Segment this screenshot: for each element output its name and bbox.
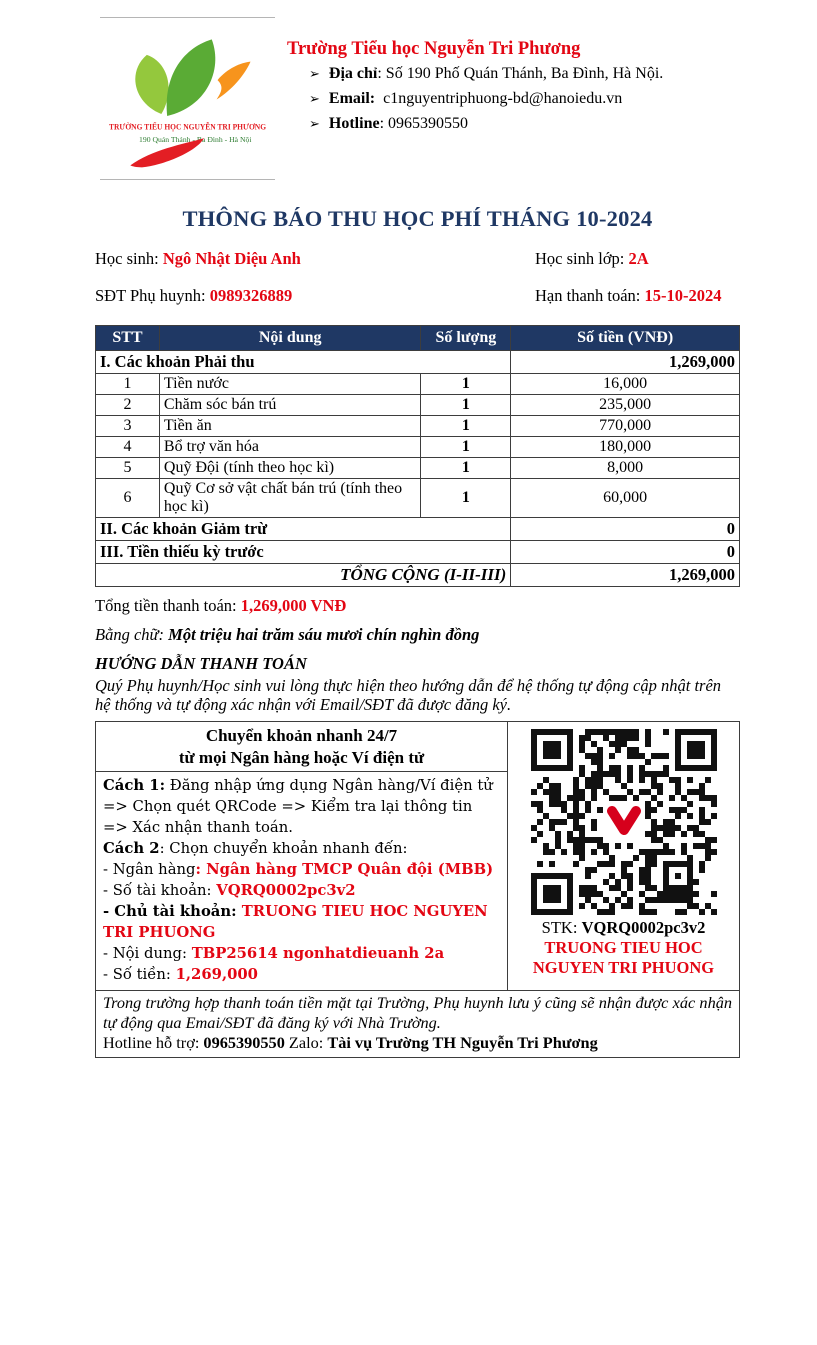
arrow-bullet-icon: ➢ [309,66,320,81]
item-amount: 770,000 [511,416,740,437]
support-hotline-label: Hotline hỗ trợ: [103,1032,204,1052]
account-line [103,880,500,901]
student-info-left [95,249,535,323]
section2-amount: 0 [511,518,740,541]
item-amount: 180,000 [511,437,740,458]
account-label: - Số tài khoản: [103,881,217,899]
table-row [96,479,740,518]
method2-line [103,838,500,859]
student-name-value: Ngô Nhật Diệu Anh [162,249,301,268]
item-stt: 5 [96,458,160,479]
bank-value: : Ngân hàng TMCP Quân đội (MBB) [195,860,494,878]
address-label: Địa chỉ [328,65,378,82]
item-name: Quỹ Đội (tính theo học kì) [159,458,421,479]
item-amount: 16,000 [511,374,740,395]
bank-label: - Ngân hàng [103,860,196,878]
cash-note: Trong trường hợp thanh toán tiền mặt tại Trường, Phụ huynh lưu ý cũng sẽ nhận được xác nhận tự động qua Emai/SĐT đã đăng ký với Nhà Trường. [103,992,732,1032]
total-row [96,564,740,587]
section-row-3 [96,541,740,564]
amount-in-words-label: Bằng chữ: [95,624,169,644]
contact-hotline [287,114,663,135]
email-label: Email: [328,89,376,107]
amount-in-words-line [95,625,740,645]
student-info [95,249,740,323]
content-value: TBP25614 ngonhatdieuanh 2a [191,944,445,962]
logo-leaf-right [166,39,215,116]
student-info-right [535,249,740,323]
logo-leaf-left [135,54,168,113]
section1-label: I. Các khoản Phải thu [96,351,511,374]
qr-code [531,729,717,915]
contact-address [287,64,663,85]
owner-line [103,901,500,943]
transfer-header-line1: Chuyển khoản nhanh 24/7 [205,726,398,746]
amount-in-words-value: Một triệu hai trăm sáu mươi chín nghìn đồng [168,624,480,644]
owner-value: TRUONG TIEU HOC NGUYEN TRI PHUONG [103,902,488,941]
zalo-value: Tài vụ Trường TH Nguyễn Tri Phương [327,1032,598,1052]
item-stt: 2 [96,395,160,416]
zalo-label: Zalo: [284,1032,328,1052]
table-row [96,395,740,416]
table-row [96,458,740,479]
content-line [103,943,500,964]
amount-value: 1,269,000 [175,965,258,983]
amount-label: - Số tiền: [103,965,176,983]
section-row-1 [96,351,740,374]
owner-label: - Chủ tài khoản: [103,902,242,920]
item-qty: 1 [421,437,511,458]
section-row-2 [96,518,740,541]
item-stt: 6 [96,479,160,518]
student-class-value: 2A [628,249,649,268]
item-amount: 235,000 [511,395,740,416]
payment-footer [96,990,740,1057]
item-name: Quỹ Cơ sở vật chất bán trú (tính theo học kì) [159,479,421,518]
logo-address: 190 Quán Thánh - Ba Đình - Hà Nội [138,135,251,144]
section1-amount: 1,269,000 [511,351,740,374]
support-hotline-line [103,1033,732,1053]
student-name-label: Học sinh: [95,249,159,268]
item-name: Bổ trợ văn hóa [159,437,421,458]
item-stt: 4 [96,437,160,458]
item-amount: 8,000 [511,458,740,479]
qr-stk-line [510,918,737,938]
student-class-label: Học sinh lớp: [535,249,625,268]
method1-line [103,775,500,838]
qr-stk-label: STK: [541,918,582,938]
qr-owner-line2: NGUYEN TRI PHUONG [532,958,715,978]
school-name: Trường Tiểu học Nguyễn Tri Phương [287,39,581,59]
transfer-header-line2: từ mọi Ngân hàng hoặc Ví điện tử [178,747,425,767]
total-payment-label: Tổng tiền thanh toán: [95,596,241,616]
transfer-header [96,722,508,772]
parent-phone-line [95,286,535,306]
item-qty: 1 [421,479,511,518]
item-amount: 60,000 [511,479,740,518]
col-header-stt: STT [96,326,160,351]
due-date-line [535,286,740,306]
section3-amount: 0 [511,541,740,564]
total-payment-line [95,596,740,616]
content-label: - Nội dung: [103,944,192,962]
address-value: : Số 190 Phố Quán Thánh, Ba Đình, Hà Nội. [377,65,664,82]
hotline-label: Hotline [328,114,380,132]
parent-phone-value: 0989326889 [209,286,293,306]
school-logo-graphic [103,20,273,178]
school-info [287,17,663,180]
method1-text: Đăng nhập ứng dụng Ngân hàng/Ví điện tử => Chọn quét QRCode => Kiểm tra lại thông tin => Xác nhận thanh toán. [103,776,493,836]
parent-phone-label: SĐT Phụ huynh: [95,286,206,306]
amount-line [103,964,500,985]
bank-line [103,859,500,880]
fees-header-row [96,326,740,351]
table-row [96,437,740,458]
arrow-bullet-icon: ➢ [309,90,320,106]
item-stt: 3 [96,416,160,437]
method1-label: Cách 1: [103,776,166,794]
student-class-line [535,249,740,269]
item-qty: 1 [421,395,511,416]
item-qty: 1 [421,374,511,395]
col-header-qty: Số lượng [421,326,511,351]
col-header-content: Nội dung [159,326,421,351]
school-logo [100,17,275,180]
item-name: Tiền nước [159,374,421,395]
total-amount: 1,269,000 [511,564,740,587]
notice-content [95,0,740,1058]
fees-table [95,325,740,587]
contact-email [287,89,663,110]
qr-owner-line1: TRUONG TIEU HOC [544,938,703,958]
item-qty: 1 [421,416,511,437]
due-date-label: Hạn thanh toán: [535,286,641,306]
student-name-line [95,249,535,269]
section3-label: III. Tiền thiếu kỳ trước [96,541,511,564]
arrow-bullet-icon: ➢ [309,115,320,131]
total-label: TỔNG CỘNG (I-II-III) [96,564,511,587]
logo-school-name: TRƯỜNG TIỂU HỌC NGUYỄN TRI PHƯƠNG [108,121,266,132]
total-payment-value: 1,269,000 VNĐ [240,596,347,616]
logo-orange-swoosh [216,61,250,99]
notice-header [100,17,740,180]
hotline-value: : 0965390550 [379,114,469,132]
qr-stk-value: VQRQ0002pc3v2 [581,918,706,938]
support-hotline-value: 0965390550 [203,1032,285,1052]
item-qty: 1 [421,458,511,479]
notice-title: THÔNG BÁO THU HỌC PHÍ THÁNG 10-2024 [182,206,653,231]
qr-panel [508,722,740,991]
due-date-value: 15-10-2024 [644,286,722,306]
item-name: Chăm sóc bán trú [159,395,421,416]
email-value: c1nguyentriphuong-bd@hanoiedu.vn [383,89,623,107]
section2-label: II. Các khoản Giảm trừ [96,518,511,541]
payment-guide-title: HƯỚNG DẪN THANH TOÁN [95,653,307,673]
payment-box [95,721,740,1058]
method2-text: : Chọn chuyển khoản nhanh đến: [159,839,408,857]
item-stt: 1 [96,374,160,395]
item-name: Tiền ăn [159,416,421,437]
method2-label: Cách 2 [103,839,160,857]
table-row [96,374,740,395]
table-row [96,416,740,437]
payment-guide-text: Quý Phụ huynh/Học sinh vui lòng thực hiện theo hướng dẫn để hệ thống tự động cập nhật trên hệ thống và tự động xác nhận với Email/SĐT đã được đăng ký. [95,675,722,715]
transfer-instructions [96,771,508,990]
account-value: VQRQ0002pc3v2 [216,881,356,899]
col-header-amount: Số tiền (VNĐ) [511,326,740,351]
